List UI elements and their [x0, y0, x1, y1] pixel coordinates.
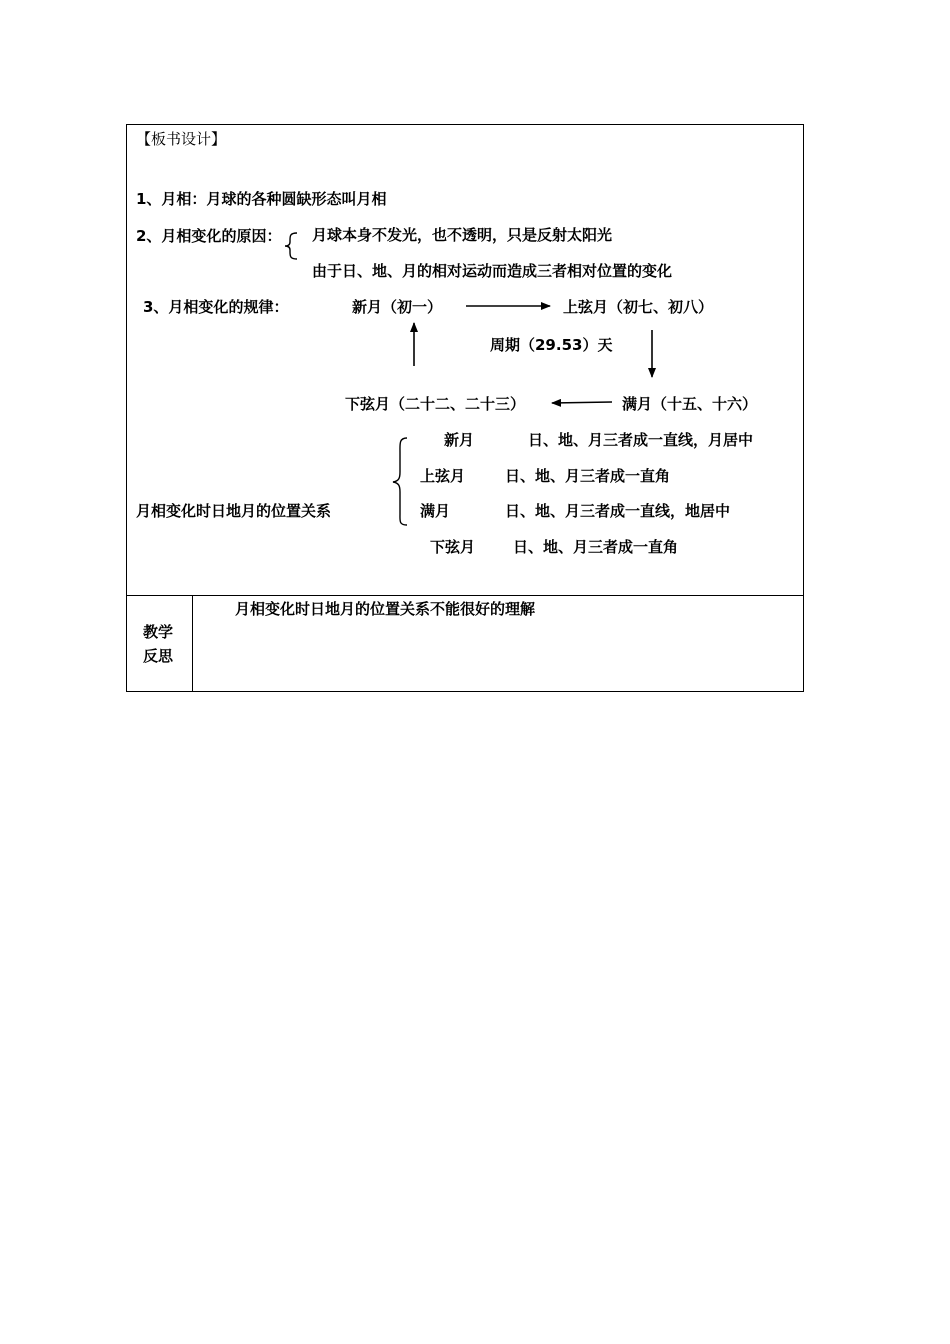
item-2-label: 2、月相变化的原因：: [136, 227, 282, 245]
item-3-label: 3、月相变化的规律：: [143, 298, 289, 316]
reflection-label-1: 教学: [143, 623, 174, 641]
cycle-new-moon: 新月（初一）: [352, 298, 443, 316]
phase-first-quarter: 上弦月: [420, 467, 466, 485]
relation-full-moon: 日、地、月三者成一直线，地居中: [505, 502, 731, 520]
positions-label: 月相变化时日地月的位置关系: [136, 502, 332, 520]
item-1-definition: 1、月相：月球的各种圆缺形态叫月相: [136, 190, 387, 208]
reason-1: 月球本身不发光，也不透明，只是反射太阳光: [312, 226, 613, 244]
arrow-full-to-last-quarter: [552, 402, 612, 403]
relation-new-moon: 日、地、月三者成一直线，月居中: [528, 431, 754, 449]
reflection-label-2: 反思: [143, 647, 174, 665]
relation-first-quarter: 日、地、月三者成一直角: [505, 467, 671, 485]
cycle-last-quarter: 下弦月（二十二、二十三）: [345, 395, 526, 413]
cycle-first-quarter: 上弦月（初七、初八）: [563, 298, 714, 316]
board-title: 【板书设计】: [136, 130, 227, 148]
phase-new-moon: 新月: [444, 431, 475, 449]
reason-brace: [285, 233, 297, 259]
positions-brace: [393, 438, 407, 525]
phase-full-moon: 满月: [420, 502, 451, 520]
reason-2: 由于日、地、月的相对运动而造成三者相对位置的变化: [312, 262, 673, 280]
cycle-full-moon: 满月（十五、十六）: [622, 395, 758, 413]
cycle-period: 周期（29.53）天: [490, 336, 613, 354]
phase-last-quarter: 下弦月: [430, 538, 476, 556]
reflection-text: 月相变化时日地月的位置关系不能很好的理解: [235, 600, 536, 618]
relation-last-quarter: 日、地、月三者成一直角: [513, 538, 679, 556]
